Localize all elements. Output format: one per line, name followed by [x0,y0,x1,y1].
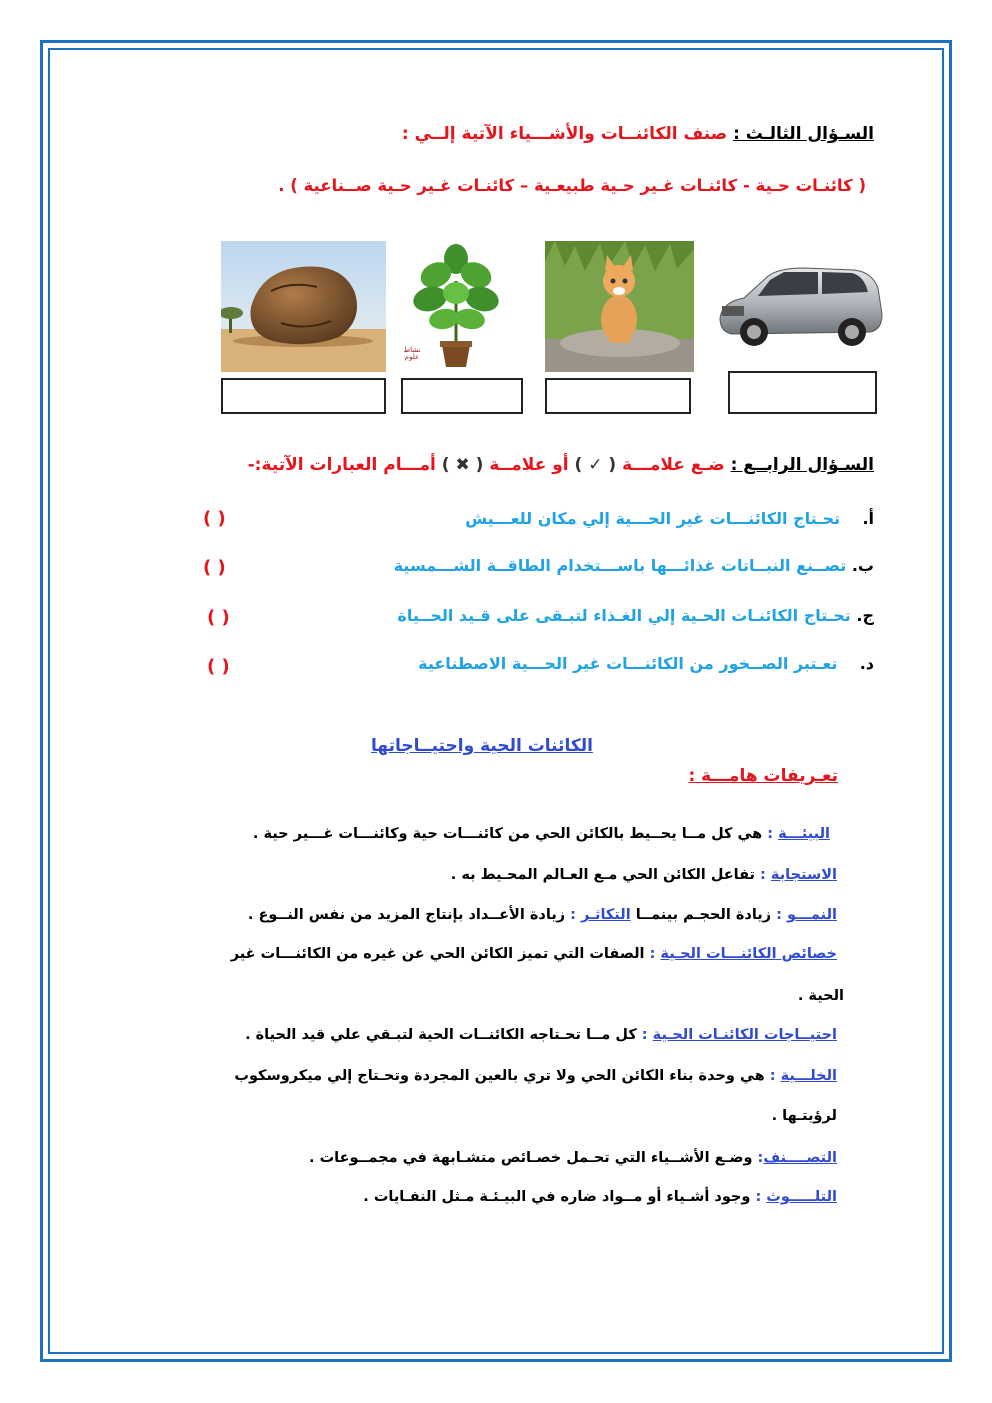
def-sep: : [644,946,661,962]
item-letter: د. [859,654,874,673]
item-text: تحـتاج الكائنـات الحـية إلي الغـذاء لتبـقى على قـيد الحــياة [397,606,851,625]
car-image [714,258,886,352]
item-letter: أ. [862,509,874,528]
def-needs [245,1027,837,1043]
def-classification [309,1150,837,1166]
def-term: التصــــنف [763,1150,837,1166]
cross-symbol: ( ✖ ) [441,455,484,475]
q3-categories: ( كائنـات حـية - كائنـات غـير حـية طبيعـية – كائنـات غـير حـية صــناعية ) . [278,176,866,195]
plant-caption: نشاط علوم [403,346,421,361]
def-term-reproduction: التكاثـر [581,907,631,923]
def-text: زيادة الحجـم بينمــا [635,907,772,923]
def-sep: : [752,1150,764,1166]
def-sep: : [636,1027,653,1043]
answer-paren-c[interactable]: ( ) [207,607,230,628]
q4-text-a: ضـع علامـــة [622,455,725,475]
def-term: خصائص الكائنـــات الحـية [660,946,837,962]
def-text: كل مــا تحـتاجه الكائنــات الحية لتبـقي علي قيد الحياة . [245,1027,637,1043]
section-title: الكائنات الحية واحتيــاجاتها [371,736,593,756]
def-text: هي كل مــا يحــيط بالكائن الحي من كائنـــات حية وكائنـــات غـــير حية . [252,826,763,842]
def-sep: : [565,907,582,923]
answer-paren-d[interactable]: ( ) [207,656,230,677]
answer-box-car[interactable] [728,371,877,414]
def-cell-cont: لرؤيتـها . [771,1108,837,1124]
item-text: تصــنع النبــاتات غذائـــها باســـتخدام الطاقــة الشـــمسية [393,556,847,575]
q3-text: صنف الكائنــات والأشـــياء الآتية إلــي : [401,124,728,144]
answer-box-cat[interactable] [545,378,691,414]
def-characteristics [231,946,837,962]
plant-image [398,241,502,372]
def-growth [248,907,837,923]
q4-item-b [394,556,874,575]
def-text: زيادة الأعــداد بإنتاج المزيد من نفس النــوع . [247,907,566,923]
answer-paren-a[interactable]: ( ) [203,508,226,529]
answer-paren-b[interactable]: ( ) [203,557,226,578]
def-sep: : [764,1068,781,1084]
def-term: الخلـــية [780,1068,837,1084]
def-term: التلـــــوث [766,1189,837,1205]
def-sep: : [762,826,779,842]
def-term: النمـــو [786,907,837,923]
def-text: الصفات التي تميز الكائن الحي عن غيره من الكائنـــات غير [230,946,645,962]
def-sep: : [771,907,787,923]
def-term: احتيــاجات الكائنـات الحـية [652,1027,837,1043]
q4-text-c: أمـــام العبارات الآتية:- [247,455,436,475]
answer-box-plant[interactable] [401,378,523,414]
check-symbol: ( ✓ ) [574,455,617,475]
def-term: الاستجابة [770,867,837,883]
def-environment [253,826,830,842]
def-sep: : [750,1189,767,1205]
def-cell [234,1068,837,1084]
def-text: وضـع الأشــياء التي تحـمل خصـائص متشـابهة في مجمــوعات . [309,1150,753,1166]
q4-label: السـؤال الرابــع : [730,455,874,475]
def-sep: : [755,867,771,883]
section-subtitle: تعـريفات هامـــة : [688,766,838,786]
item-text: تعـتبر الصــخور من الكائنـــات غير الحـــية الاصطناعية [418,654,838,673]
def-pollution [363,1189,837,1205]
q4-item-a [465,509,874,528]
item-letter: ب. [851,556,874,575]
def-text: تفاعل الكائن الحي مـع العـالم المحـيط به . [450,867,755,883]
cat-image [545,241,694,372]
q3-label: السـؤال الثالـث : [733,124,874,144]
item-text: تحـتاج الكائنـــات غير الحـــية إلي مكان للعـــيش [465,509,841,528]
def-characteristics-cont: الحية . [797,988,844,1004]
q4-item-d [418,654,874,673]
q4-text-b: أو علامــة [489,455,569,475]
def-text: وجود أشـياء أو مــواد ضاره في البيـئـة مـثل النفـايات . [363,1189,751,1205]
answer-box-rock[interactable] [221,378,386,414]
q3-heading [402,124,874,144]
q4-heading [248,455,874,475]
def-text: هي وحدة بناء الكائن الحي ولا تري بالعين المجردة وتحـتاج إلي ميكروسكوب [234,1068,765,1084]
item-letter: ج. [856,606,874,625]
q4-item-c [397,606,874,625]
def-response [451,867,837,883]
rock-image [221,241,386,372]
def-term: البيئـــة [778,826,830,842]
